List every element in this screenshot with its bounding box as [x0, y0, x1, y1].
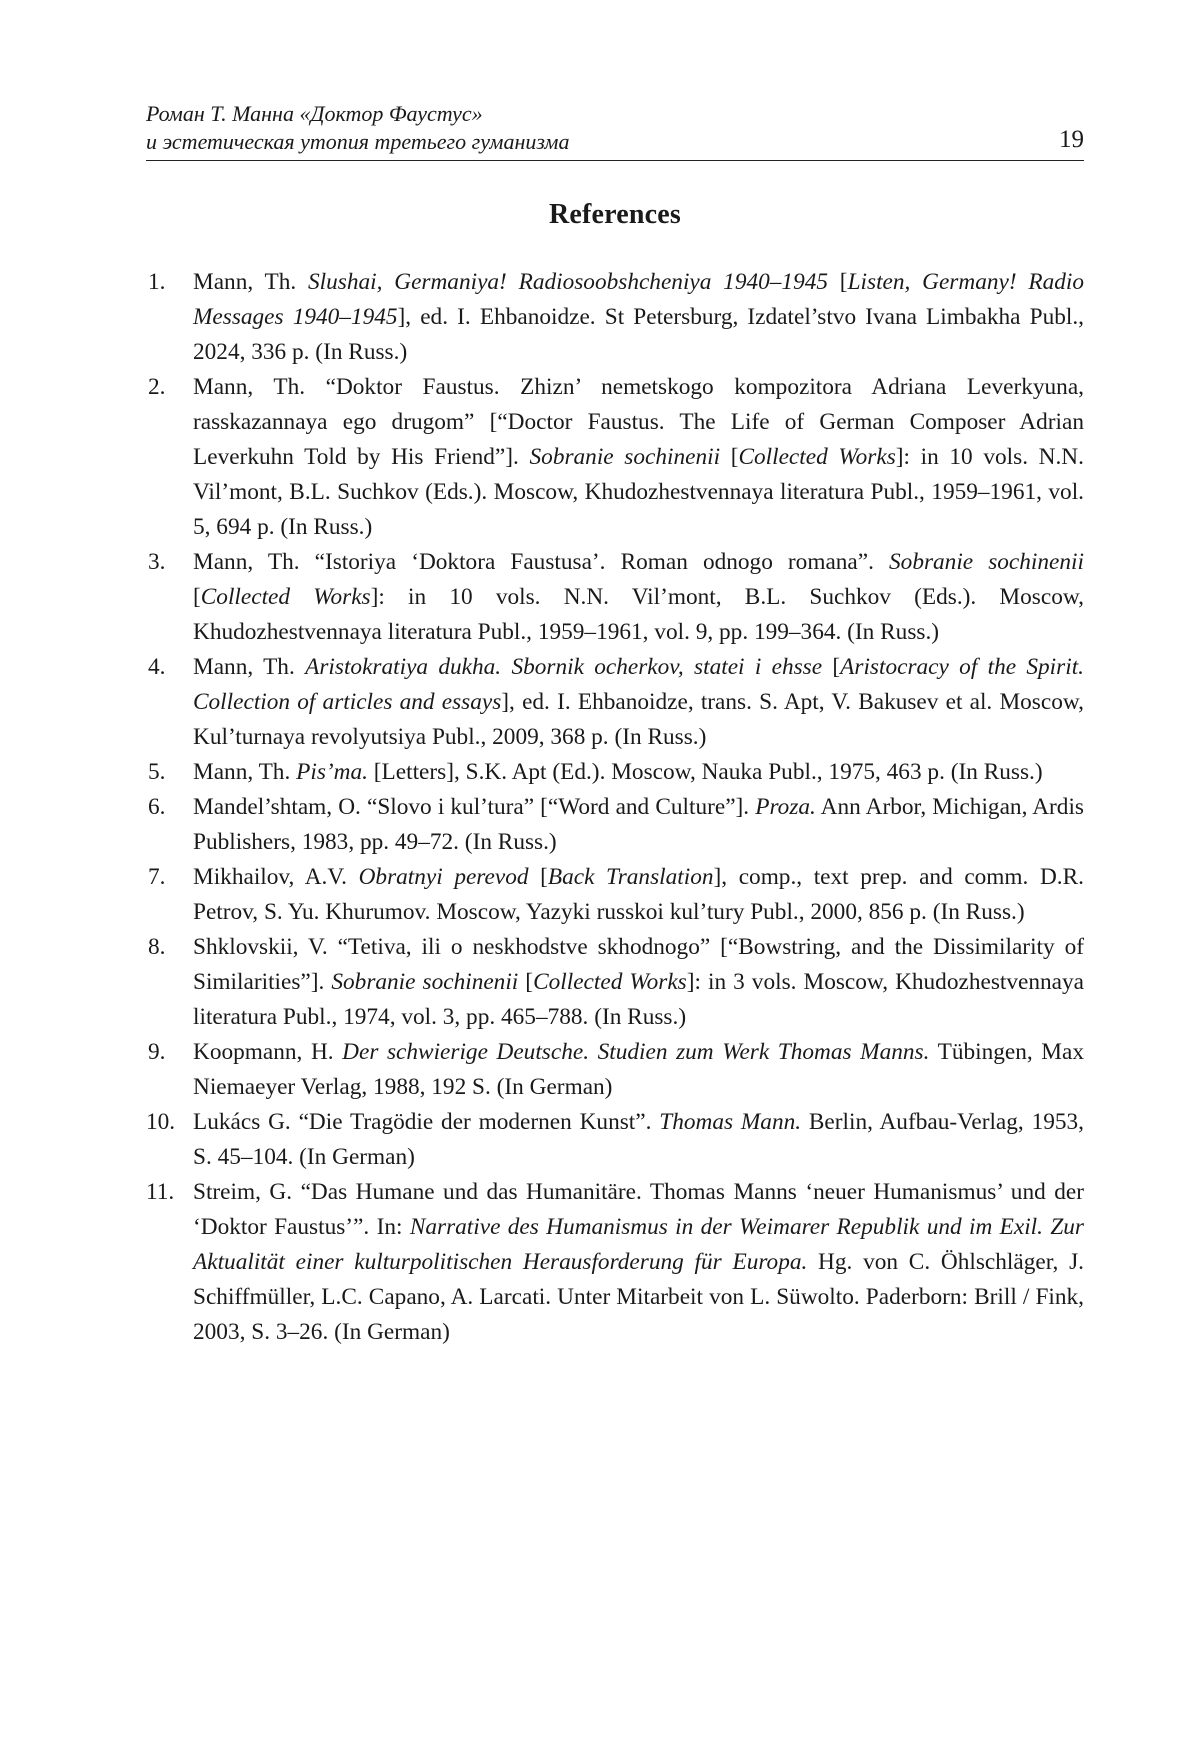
- reference-item: [146, 1035, 1084, 1105]
- reference-title-italic: Pis’ma.: [296, 759, 368, 785]
- page: [146, 100, 1084, 1350]
- reference-text-segment: Mann, Th.: [193, 654, 306, 680]
- reference-text-segment: Shklovskii, V. “Tetiva, ili o neskhodstve skhodnogo” [“Bowstring, and the Dissimilarity of Similarities”].: [193, 934, 1084, 995]
- reference-text-segment: [: [720, 444, 739, 470]
- reference-text-segment: Mann, Th.: [193, 759, 297, 785]
- reference-text-segment: [Letters], S.K. Apt (Ed.). Moscow, Nauka Publ., 1975, 463 p. (In Russ.): [367, 759, 1043, 785]
- reference-item: [146, 545, 1084, 650]
- reference-text-segment: ], ed. I. Ehbanoidze, trans. S. Apt, V. Bakusev et al. Moscow, Kul’turnaya revolyutsiya Publ., 2009, 368 p. (In Russ.): [193, 689, 1084, 750]
- reference-text-segment: ]: in 10 vols. N.N. Vil’mont, B.L. Suchkov (Eds.). Moscow, Khudozhestvennaya literatura Publ., 1959–1961, vol. 9, pp. 199–364. (In Russ.): [193, 584, 1084, 645]
- reference-number: 9.: [148, 1039, 166, 1065]
- reference-text-segment: [: [828, 269, 848, 295]
- reference-number: 6.: [148, 794, 166, 820]
- reference-item: [146, 790, 1084, 860]
- reference-item: [146, 930, 1084, 1035]
- reference-title-italic: Proza.: [755, 794, 816, 820]
- reference-number: 3.: [148, 549, 166, 575]
- reference-title-italic: Der schwierige Deutsche. Studien zum Werk Thomas Manns.: [342, 1039, 930, 1065]
- reference-text-segment: Mann, Th. “Doktor Faustus. Zhizn’ nemetskogo kompozitora Adriana Leverkyuna, rasskazannaya ego drugom” [“Doctor Faustus. The Life of German Composer Adrian Leverkuhn Told by His Friend”].: [193, 374, 1084, 470]
- reference-number: 5.: [148, 759, 166, 785]
- reference-number: 7.: [148, 864, 166, 890]
- reference-title-italic: Listen, Germany! Radio Messages 1940–1945: [193, 269, 1085, 330]
- reference-item: [146, 1105, 1084, 1175]
- reference-item: [146, 370, 1084, 545]
- running-title-line-1: Роман Т. Манна «Доктор Фаустус»: [146, 101, 483, 126]
- section-title: References: [548, 199, 682, 230]
- reference-text-segment: Hg. von C. Öhlschläger, J. Schiffmüller, L.C. Capano, A. Larcati. Unter Mitarbeit von L. Süwolto. Paderborn: Brill / Fink, 2003, S. 3–26. (In German): [193, 1249, 1084, 1345]
- page-number: 19: [1059, 126, 1084, 153]
- reference-text: [193, 374, 1084, 540]
- reference-text-segment: Lukács G. “Die Tragödie der modernen Kunst”.: [193, 1109, 660, 1135]
- reference-title-italic: Thomas Mann.: [659, 1109, 802, 1135]
- reference-text-segment: ], ed. I. Ehbanoidze. St Petersburg, Izdatel’stvo Ivana Limbakha Publ., 2024, 336 p. (In Russ.): [193, 304, 1084, 365]
- reference-number: 1.: [148, 269, 166, 295]
- reference-text-segment: Mann, Th.: [193, 269, 309, 295]
- reference-number: 8.: [148, 934, 166, 960]
- reference-title-italic: Aristocracy of the Spirit. Collection of articles and essays: [193, 654, 1084, 715]
- running-title-line-2: и эстетическая утопия третьего гуманизма: [146, 129, 570, 154]
- reference-title-italic: Narrative des Humanismus in der Weimarer Republik und im Exil. Zur Aktualität einer kulturpolitischen Herausforderung für Europa.: [193, 1214, 1084, 1275]
- reference-text-segment: Tübingen, Max Niemaeyer Verlag, 1988, 192 S. (In German): [193, 1039, 1084, 1100]
- reference-text-segment: Berlin, Aufbau-Verlag, 1953, S. 45–104. (In German): [193, 1109, 1084, 1170]
- reference-text-segment: [: [822, 654, 841, 680]
- reference-text-segment: ], comp., text prep. and comm. D.R. Petrov, S. Yu. Khurumov. Moscow, Yazyki russkoi kul’tury Publ., 2000, 856 p. (In Russ.): [193, 864, 1084, 925]
- reference-text: [193, 654, 1084, 750]
- reference-text-segment: Mikhailov, A.V.: [193, 864, 359, 890]
- reference-text-segment: ]: in 3 vols. Moscow, Khudozhestvennaya literatura Publ., 1974, vol. 3, pp. 465–788. (In Russ.): [193, 969, 1084, 1030]
- reference-text-segment: ]: in 10 vols. N.N. Vil’mont, B.L. Suchkov (Eds.). Moscow, Khudozhestvennaya literatura Publ., 1959–1961, vol. 5, 694 p. (In Russ.): [193, 444, 1084, 540]
- reference-title-italic: Collected Works: [200, 584, 371, 610]
- reference-item: [146, 1175, 1084, 1350]
- reference-title-italic: Sobranie sochinenii: [529, 444, 721, 470]
- reference-text-segment: Streim, G. “Das Humane und das Humanitäre. Thomas Manns ‘neuer Humanismus’ und der ‘Doktor Faustus’”. In:: [193, 1179, 1084, 1240]
- reference-title-italic: Back Translation: [547, 864, 714, 890]
- reference-text-segment: Koopmann, H.: [193, 1039, 343, 1065]
- reference-text: [193, 794, 1084, 855]
- reference-text: [193, 549, 1084, 645]
- reference-text: [193, 864, 1084, 925]
- reference-title-italic: Collected Works: [738, 444, 896, 470]
- reference-text-segment: [: [528, 864, 548, 890]
- running-header: [146, 100, 1084, 161]
- reference-title-italic: Sobranie sochinenii: [331, 969, 519, 995]
- reference-title-italic: Slushai, Germaniya! Radiosoobshcheniya 1940–1945: [308, 269, 829, 295]
- reference-text-segment: Ann Arbor, Michigan, Ardis Publishers, 1983, pp. 49–72. (In Russ.): [193, 794, 1084, 855]
- reference-text-segment: Mandel’shtam, O. “Slovo i kul’tura” [“Word and Culture”].: [193, 794, 756, 820]
- reference-text: [193, 934, 1084, 1030]
- reference-item: [146, 650, 1084, 755]
- reference-text: [193, 1179, 1084, 1345]
- reference-number: 10.: [146, 1109, 176, 1135]
- reference-title-italic: Aristokratiya dukha. Sbornik ocherkov, statei i ehsse: [305, 654, 823, 680]
- reference-text: [193, 269, 1084, 365]
- reference-text-segment: [: [518, 969, 534, 995]
- reference-text: [193, 1109, 1084, 1170]
- reference-text: [193, 1039, 1084, 1100]
- reference-title-italic: Sobranie sochinenii: [889, 549, 1084, 575]
- reference-text-segment: [: [193, 584, 201, 610]
- reference-number: 2.: [148, 374, 166, 400]
- reference-number: 4.: [148, 654, 166, 680]
- reference-item: [146, 265, 1084, 370]
- reference-list: [146, 265, 1084, 1350]
- reference-title-italic: Collected Works: [533, 969, 687, 995]
- reference-item: [146, 755, 1084, 790]
- reference-number: 11.: [146, 1179, 175, 1205]
- reference-text-segment: Mann, Th. “Istoriya ‘Doktora Faustusa’. Roman odnogo romana”.: [193, 549, 890, 575]
- reference-text: [193, 759, 1043, 785]
- reference-item: [146, 860, 1084, 930]
- reference-title-italic: Obratnyi perevod: [358, 864, 529, 890]
